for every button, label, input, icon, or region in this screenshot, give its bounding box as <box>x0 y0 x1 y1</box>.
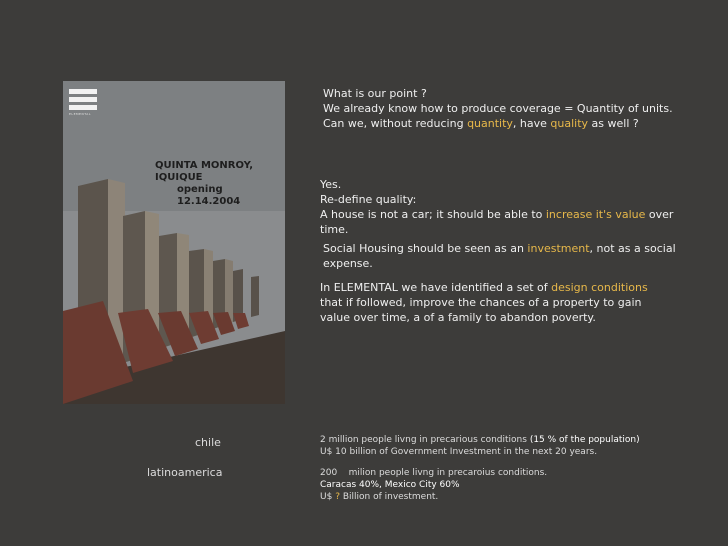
design-line-2: that if followed, improve the chances of a property to gain <box>320 296 642 309</box>
design-line-3: value over time, a of a family to abandon poverty. <box>320 311 596 324</box>
housing-photo <box>63 81 285 404</box>
highlight-design-conditions: design conditions <box>551 281 648 294</box>
caption-date: opening 12.14.2004 <box>177 184 241 207</box>
highlight-investment: investment <box>527 242 590 255</box>
highlight-value: increase it's value <box>545 208 646 221</box>
caption-title: QUINTA MONROY, IQUIQUE <box>155 160 254 183</box>
region-label-latinoamerica: latinoamerica <box>147 466 223 479</box>
answer-block <box>320 177 673 237</box>
housing-illustration <box>63 81 285 404</box>
elemental-logo: ELEMENTAL <box>69 89 97 116</box>
chile-line-2: U$ 10 billion of Government Investment in the next 20 years. <box>320 447 598 457</box>
highlight-quantity: quantity <box>467 117 513 130</box>
question-line-3: Can we, without reducing quantity, have quality as well ? <box>323 117 639 130</box>
answer-line-1: Yes. <box>320 178 342 191</box>
investment-line-1: Social Housing should be seen as an investment, not as a social <box>323 242 676 255</box>
region-label-chile: chile <box>195 436 221 449</box>
design-conditions-block <box>320 280 648 325</box>
investment-line-2: expense. <box>323 257 373 270</box>
latam-line-1: 200 milion people livng in precaroius conditions. <box>320 468 548 478</box>
investment-block <box>323 241 676 271</box>
latam-line-2: Caracas 40%, Mexico City 60% <box>320 480 460 490</box>
question-block <box>323 86 673 131</box>
answer-line-4: time. <box>320 223 349 236</box>
latam-line-3: U$ ? Billion of investment. <box>320 492 439 502</box>
chile-line-1: 2 million people livng in precarious conditions (15 % of the population) <box>320 435 640 445</box>
chile-percentage: (15 % of the population) <box>529 435 640 445</box>
unknown-amount-marker: ? <box>335 492 340 502</box>
question-line-1: What is our point ? <box>323 87 427 100</box>
answer-line-3: A house is not a car; it should be able to increase it's value over <box>320 208 674 221</box>
stats-latinoamerica <box>320 467 547 503</box>
highlight-quality: quality <box>550 117 589 130</box>
design-line-1: In ELEMENTAL we have identified a set of design conditions <box>320 281 648 294</box>
photo-caption <box>155 160 285 208</box>
question-line-2: We already know how to produce coverage = Quantity of units. <box>323 102 673 115</box>
stats-chile <box>320 434 640 458</box>
answer-line-2: Re-define quality: <box>320 193 417 206</box>
